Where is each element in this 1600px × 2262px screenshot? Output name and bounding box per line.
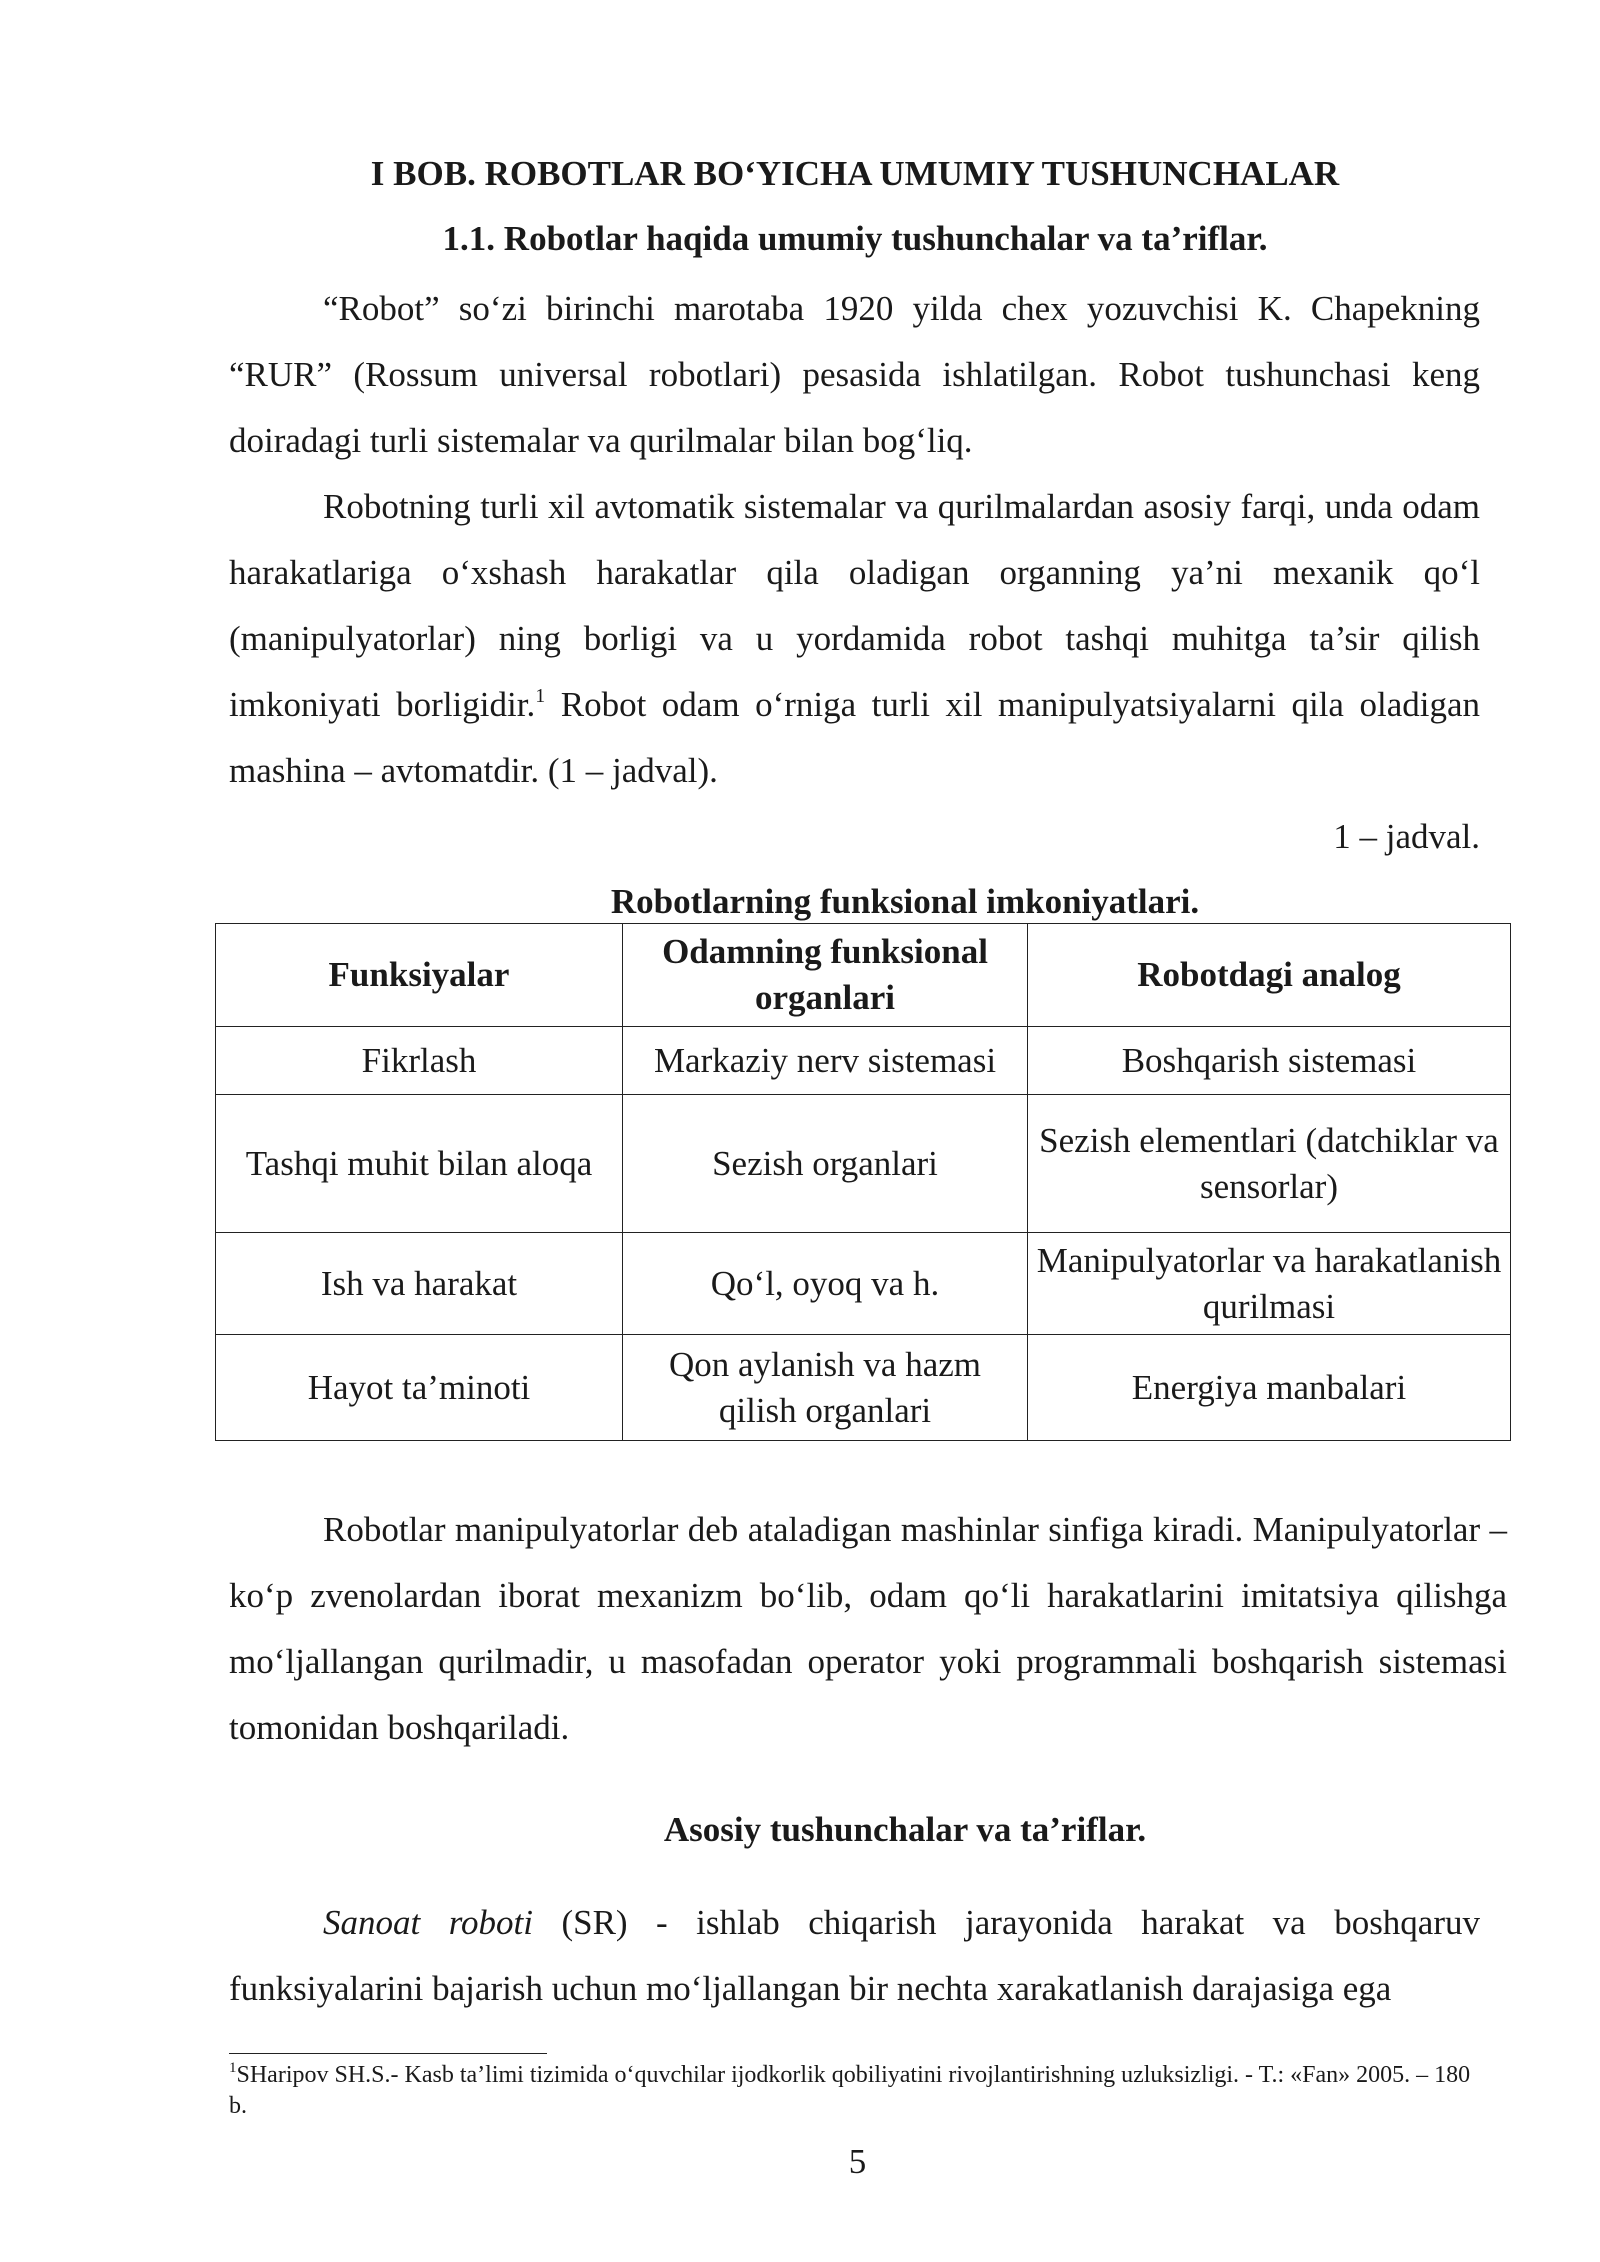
footnote-marker: 1 bbox=[229, 2060, 237, 2076]
subsection-title: Asosiy tushunchalar va ta’riflar. bbox=[663, 1810, 1147, 1849]
table-header-cell: Odamning funksional organlari bbox=[623, 924, 1028, 1027]
table-header-cell: Robotdagi analog bbox=[1028, 924, 1511, 1027]
table-number: 1 – jadval. bbox=[1333, 817, 1480, 856]
section-title: 1.1. Robotlar haqida umumiy tushunchalar va ta’riflar. bbox=[442, 219, 1268, 258]
paragraph-industrial-robot bbox=[229, 1890, 1480, 2022]
term-italic: Sanoat roboti bbox=[323, 1903, 533, 1942]
paragraph-robot-origin: “Robot” so‘zi birinchi marotaba 1920 yilda chex yozuvchisi K. Chapekning “RUR” (Rossum universal robotlari) pesasida ishlatilgan. Robot tushunchasi keng doiradagi turli sistemalar va qurilmalar bilan bog‘liq. bbox=[229, 289, 1480, 460]
table-row bbox=[216, 1095, 1511, 1233]
table-header-row bbox=[216, 924, 1511, 1027]
table-cell: Sezish organlari bbox=[623, 1095, 1028, 1233]
table-header-cell: Funksiyalar bbox=[216, 924, 623, 1027]
paragraph-manipulators: Robotlar manipulyatorlar deb ataladigan mashinlar sinfiga kiradi. Manipulyatorlar – ko‘p zvenolardan iborat mexanizm bo‘lib, odam qo‘li harakatlarini imitatsiya qilishga mo‘ljallangan qurilmadir, u masofadan operator yoki programmali boshqarish sistemasi tomonidan boshqariladi. bbox=[229, 1510, 1507, 1747]
table-row bbox=[216, 1335, 1511, 1441]
table-row bbox=[216, 1027, 1511, 1095]
table-row bbox=[216, 1233, 1511, 1335]
table-cell: Qon aylanish va hazm qilish organlari bbox=[623, 1335, 1028, 1441]
chapter-title: I BOB. ROBOTLAR BO‘YICHA UMUMIY TUSHUNCHALAR bbox=[370, 154, 1340, 193]
functions-table bbox=[215, 923, 1511, 1441]
table-caption: Robotlarning funksional imkoniyatlari. bbox=[610, 882, 1200, 921]
table-cell: Qo‘l, oyoq va h. bbox=[623, 1233, 1028, 1335]
footnote bbox=[229, 2060, 1489, 2122]
footnote-reference: 1 bbox=[535, 685, 546, 707]
table-cell: Energiya manbalari bbox=[1028, 1335, 1511, 1441]
table-cell: Boshqarish sistemasi bbox=[1028, 1027, 1511, 1095]
table-cell: Sezish elementlari (datchiklar va sensorlar) bbox=[1028, 1095, 1511, 1233]
page-number: 5 bbox=[848, 2142, 867, 2181]
table-cell: Fikrlash bbox=[216, 1027, 623, 1095]
paragraph-robot-difference bbox=[229, 474, 1480, 804]
paragraph-text: Robot odam o‘rniga turli xil manipulyatsiyalarni qila oladigan mashina – avtomatdir. (1 – jadval). bbox=[229, 685, 1480, 790]
footnote-text: SHaripov SH.S.- Kasb ta’limi tizimida o‘quvchilar ijodkorlik qobiliyatini rivojlantirishning uzluksizligi. - T.: «Fan» 2005. – 180 b. bbox=[229, 2062, 1471, 2119]
paragraph-text: Robotning turli xil avtomatik sistemalar va qurilmalardan asosiy farqi, unda odam harakatlariga o‘xshash harakatlar qila oladigan organning ya’ni mexanik qo‘l (manipulyatorlar) ning borligi va u yordamida robot tashqi muhitga ta’sir qilish imkoniyati borligidir. bbox=[229, 487, 1480, 724]
table-cell: Hayot ta’minoti bbox=[216, 1335, 623, 1441]
table-cell: Manipulyatorlar va harakatlanish qurilmasi bbox=[1028, 1233, 1511, 1335]
footnote-separator bbox=[229, 2053, 547, 2054]
table-cell: Tashqi muhit bilan aloqa bbox=[216, 1095, 623, 1233]
paragraph-text: (SR) - ishlab chiqarish jarayonida harakat va boshqaruv funksiyalarini bajarish uchun mo‘ljallangan bir nechta xarakatlanish darajasiga ega bbox=[229, 1903, 1480, 2008]
table-cell: Markaziy nerv sistemasi bbox=[623, 1027, 1028, 1095]
table-cell: Ish va harakat bbox=[216, 1233, 623, 1335]
